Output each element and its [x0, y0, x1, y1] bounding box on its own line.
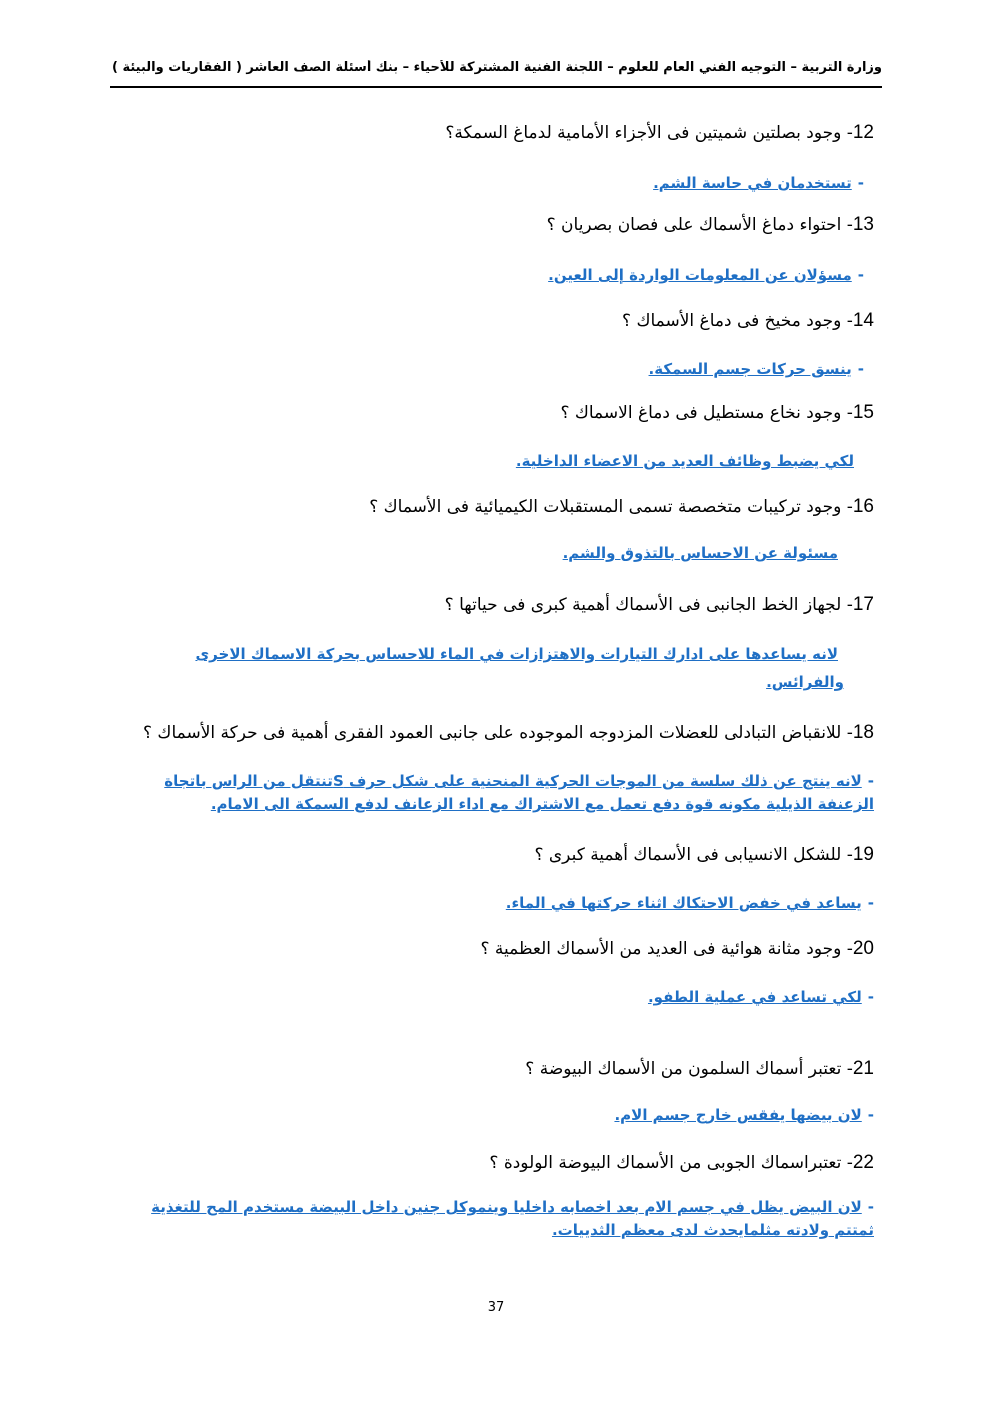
question-number: 20	[852, 938, 874, 959]
answer-dash: -	[867, 1198, 874, 1216]
answer-14	[649, 358, 864, 381]
answer-dash: -	[857, 174, 864, 192]
question-number: 12	[852, 122, 874, 143]
answer-text: يساعد في خفض الاحتكاك اثناء حركتها في الماء.	[505, 894, 862, 912]
answer-12	[653, 172, 864, 195]
question-text: - تعتبر أسماك السلمون من الأسماك البيوضة ؟	[525, 1059, 853, 1079]
answer-text: لان البيض يظل في جسم الام بعد اخصابه داخليا وينموكل جنين داخل البيضة مستخدم المح للتغذية ثمتتم ولادته مثلمايحدث لدى معظم الثدييات.	[151, 1198, 874, 1239]
answer-dash: -	[867, 988, 874, 1006]
question-text: - للشكل الانسيابى فى الأسماك أهمية كبرى ؟	[534, 845, 853, 865]
question-14	[622, 306, 874, 336]
question-number: 13	[852, 214, 874, 235]
question-13	[547, 210, 874, 240]
answer-text: لان بيضها يفقس خارج جسم الام.	[614, 1106, 862, 1124]
answer-text: مسئولة عن الاحساس بالتذوق والشم.	[562, 544, 838, 562]
question-number: 14	[852, 310, 874, 331]
answer-dash: -	[867, 1106, 874, 1124]
question-text: - للانقباض التبادلى للعضلات المزدوجه الموجوده على جانبى العمود الفقرى أهمية فى حركة الأسماك ؟	[143, 723, 853, 743]
question-text: - وجود مخيخ فى دماغ الأسماك ؟	[622, 311, 853, 331]
answer-text: تستخدمان في حاسة الشم.	[653, 174, 852, 192]
question-16	[369, 492, 874, 522]
question-19	[534, 840, 874, 870]
page-header: وزارة التربية – التوجيه الفني العام للعلوم – اللجنة الفنية المشتركة للأحياء – بنك أسئلة الصف العاشر ( الفقاريات والبيئة )	[111, 60, 882, 75]
answer-19	[506, 892, 874, 915]
answer-dash: -	[867, 894, 874, 912]
question-text: - وجود بصلتين شميتين فى الأجزاء الأمامية لدماغ السمكة؟	[445, 123, 853, 143]
question-number: 16	[852, 496, 874, 517]
answer-text: مسؤلان عن المعلومات الواردة إلى العين.	[548, 266, 852, 284]
question-text: - وجود نخاع مستطيل فى دماغ الاسماك ؟	[560, 403, 853, 423]
question-18	[143, 718, 874, 748]
answer-dash: -	[857, 266, 864, 284]
answer-text: ينسق حركات جسم السمكة.	[648, 360, 852, 378]
question-text: - وجود مثانة هوائية فى العديد من الأسماك العظمية ؟	[480, 939, 853, 959]
page-number: 37	[487, 1300, 505, 1315]
answer-text: لكي تساعد في عملية الطفو.	[647, 988, 862, 1006]
answer-21	[614, 1104, 874, 1127]
answer-dash: -	[867, 772, 874, 790]
question-21	[525, 1054, 874, 1084]
question-number: 17	[852, 594, 874, 615]
answer-13	[548, 264, 864, 287]
question-number: 18	[852, 722, 874, 743]
answer-20	[648, 986, 874, 1009]
question-22	[489, 1148, 874, 1178]
question-12	[445, 118, 874, 148]
header-rule	[110, 86, 882, 88]
question-20	[480, 934, 874, 964]
answer-dash: -	[857, 360, 864, 378]
question-number: 19	[852, 844, 874, 865]
answer-18	[114, 770, 874, 816]
answer-text: لانه يساعدها على ادارك التيارات والاهتزازات في الماء للاحساس بحركة الاسماك الاخرى والفرائس.	[195, 645, 844, 691]
answer-22	[114, 1196, 874, 1242]
answer-16	[563, 542, 844, 565]
answer-17	[164, 640, 844, 696]
answer-text: لكي يضبط وظائف العديد من الاعضاء الداخلية.	[515, 452, 854, 470]
answer-15	[516, 450, 860, 473]
question-text: - وجود تركيبات متخصصة تسمى المستقبلات الكيميائية فى الأسماك ؟	[369, 497, 853, 517]
question-text: - لجهاز الخط الجانبى فى الأسماك أهمية كبرى فى حياتها ؟	[444, 595, 853, 615]
question-number: 21	[852, 1058, 874, 1079]
question-15	[560, 398, 874, 428]
question-17	[445, 590, 874, 620]
question-number: 15	[852, 402, 874, 423]
answer-text: لانه ينتج عن ذلك سلسة من الموجات الحركية المنحنية على شكل حرف Sتنتقل من الراس باتجاة الزعنفة الذيلية مكونه قوة دفع تعمل مع الاشتراك مع اداء الزعانف لدفع السمكة الى الامام.	[164, 772, 874, 813]
question-number: 22	[852, 1152, 874, 1173]
question-text: - تعتبراسماك الجوبى من الأسماك البيوضة الولودة ؟	[489, 1153, 853, 1173]
question-text: - احتواء دماغ الأسماك على فصان بصريان ؟	[546, 215, 853, 235]
